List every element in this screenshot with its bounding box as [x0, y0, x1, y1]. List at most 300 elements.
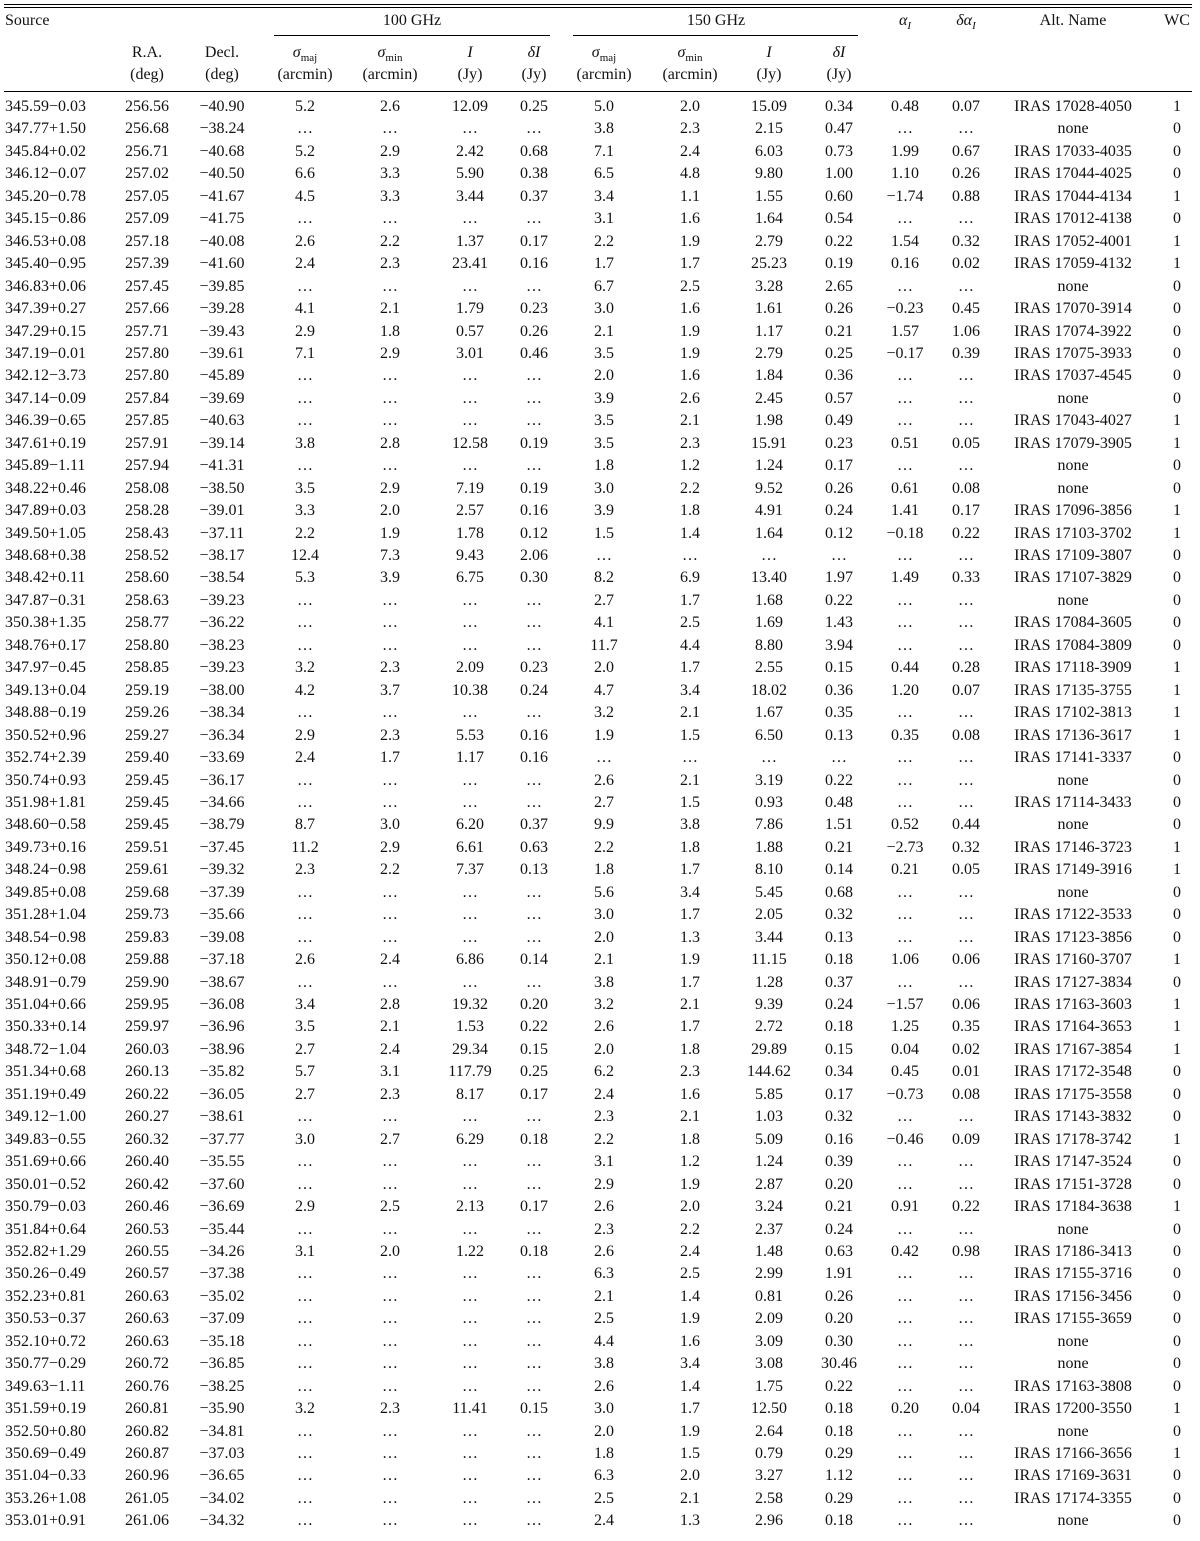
cell-flux-100: … [462, 614, 478, 632]
cell-flux-100: 5.90 [456, 165, 484, 183]
cell-source: 345.89−1.11 [5, 457, 86, 475]
cell-sigma-maj-150: 2.2 [594, 232, 614, 250]
cell-ra: 259.97 [125, 1018, 169, 1036]
cell-flux-100: 19.32 [452, 996, 488, 1013]
cell-wc: 0 [1173, 300, 1181, 318]
cell-alpha: 0.20 [891, 1400, 919, 1418]
cell-ra: 257.18 [125, 232, 169, 250]
cell-alpha: … [897, 1310, 913, 1328]
cell-dalpha: … [958, 1220, 974, 1238]
cell-dflux-100: … [526, 973, 542, 991]
header-100-sigma-maj-unit: (arcmin) [277, 66, 333, 83]
cell-flux-150: 1.67 [755, 704, 783, 722]
cell-flux-100: … [462, 1445, 478, 1462]
cell-dalpha: … [958, 771, 974, 789]
cell-dflux-150: 0.23 [825, 434, 853, 452]
cell-flux-100: … [462, 1489, 478, 1507]
cell-sigma-maj-150: 2.1 [594, 322, 614, 340]
cell-ra: 260.87 [125, 1445, 169, 1462]
cell-dflux-150: 0.73 [825, 142, 853, 160]
cell-ra: 257.80 [125, 344, 169, 362]
cell-alt-name: none [1057, 1355, 1089, 1373]
cell-flux-100: … [462, 793, 478, 811]
cell-source: 346.83+0.06 [5, 277, 87, 295]
header-150-flux-unit: (Jy) [756, 66, 782, 83]
cell-dec: −37.18 [199, 951, 245, 969]
cell-source: 350.79−0.03 [5, 1198, 87, 1216]
cell-wc: 0 [1173, 1265, 1181, 1283]
cell-sigma-maj-150: 11.7 [590, 636, 618, 654]
cell-dec: −40.08 [199, 232, 245, 250]
table-row [0, 972, 1200, 994]
cell-alt-name: IRAS 17135-3755 [1014, 681, 1132, 699]
cell-alpha: 1.20 [891, 681, 919, 699]
cell-dalpha: 0.07 [952, 681, 980, 699]
cell-dflux-150: 0.18 [825, 1018, 853, 1036]
cell-sigma-min-100: 2.9 [380, 838, 400, 856]
cell-flux-100: 29.34 [452, 1040, 488, 1058]
cell-alpha: … [897, 793, 913, 811]
cell-dflux-150: 30.46 [821, 1355, 857, 1373]
cell-sigma-min-100: … [382, 1265, 398, 1283]
table-row [0, 1241, 1200, 1263]
cell-sigma-maj-100: … [297, 1355, 313, 1373]
cell-source: 351.04+0.66 [5, 996, 87, 1013]
cell-sigma-maj-100: 2.6 [295, 951, 315, 969]
cell-dflux-100: 0.23 [520, 300, 548, 318]
cell-sigma-min-100: 2.3 [380, 1400, 400, 1418]
cell-flux-150: 3.28 [755, 277, 783, 295]
cell-flux-150: 1.24 [755, 1153, 783, 1171]
min-subscript: min [685, 52, 703, 64]
cell-sigma-maj-100: 3.4 [295, 996, 315, 1013]
cell-source: 349.12−1.00 [5, 1108, 87, 1126]
cell-sigma-maj-100: … [297, 1153, 313, 1171]
cell-sigma-maj-100: 4.2 [295, 681, 315, 699]
cell-dec: −38.79 [199, 816, 245, 834]
cell-ra: 260.63 [125, 1287, 169, 1305]
cell-dflux-150: 0.57 [825, 389, 853, 407]
cell-sigma-min-100: … [382, 389, 398, 407]
cell-wc: 1 [1173, 232, 1181, 250]
cell-dalpha: … [958, 973, 974, 991]
cell-sigma-min-150: 1.8 [680, 502, 700, 520]
cell-sigma-maj-100: … [297, 1332, 313, 1350]
table-row [0, 343, 1200, 365]
cell-dflux-100: … [526, 1220, 542, 1238]
cell-wc: 0 [1173, 1242, 1181, 1260]
table-row [0, 792, 1200, 814]
cell-sigma-maj-100: … [297, 210, 313, 228]
cell-alpha: −0.18 [886, 524, 924, 542]
cell-sigma-maj-150: 2.4 [594, 1085, 614, 1103]
cell-dflux-100: 0.17 [520, 1198, 548, 1216]
table-row [0, 1151, 1200, 1173]
cell-dec: −38.25 [199, 1377, 245, 1395]
cell-source: 349.50+1.05 [5, 524, 87, 542]
cell-dflux-100: … [526, 367, 542, 385]
table-row [0, 388, 1200, 410]
cell-dalpha: … [958, 457, 974, 475]
cell-wc: 0 [1173, 793, 1181, 811]
table-row [0, 500, 1200, 522]
cell-dec: −36.69 [199, 1198, 245, 1216]
cell-source: 350.69−0.49 [5, 1445, 87, 1462]
cell-dflux-150: 0.29 [825, 1489, 853, 1507]
cell-source: 348.60−0.58 [5, 816, 87, 834]
cell-alpha: … [897, 704, 913, 722]
cell-dflux-100: … [526, 277, 542, 295]
cell-dalpha: … [958, 1512, 974, 1530]
cell-dec: −34.66 [199, 793, 245, 811]
cell-flux-150: 12.50 [751, 1400, 787, 1418]
cell-sigma-maj-100: … [297, 1310, 313, 1328]
cell-sigma-min-100: 2.7 [380, 1130, 400, 1148]
cell-ra: 260.55 [125, 1242, 169, 1260]
cell-flux-100: 9.43 [456, 547, 484, 564]
cell-sigma-min-150: 1.6 [680, 367, 700, 385]
cell-sigma-maj-150: … [596, 547, 612, 564]
cell-wc: 0 [1173, 1153, 1181, 1171]
cell-sigma-maj-150: 3.0 [594, 479, 614, 497]
cell-flux-100: … [462, 389, 478, 407]
cell-alpha: 0.21 [891, 861, 919, 879]
cell-alt-name: IRAS 17155-3659 [1014, 1310, 1132, 1328]
cell-sigma-min-100: 2.5 [380, 1198, 400, 1216]
cell-source: 345.15−0.86 [5, 210, 87, 228]
table-row [0, 231, 1200, 253]
cell-ra: 260.27 [125, 1108, 169, 1126]
cell-sigma-min-100: … [382, 1355, 398, 1373]
cell-wc: 0 [1173, 277, 1181, 295]
cell-alt-name: IRAS 17151-3728 [1014, 1175, 1132, 1193]
cell-alpha: 0.35 [891, 726, 919, 744]
cell-source: 348.68+0.38 [5, 547, 87, 564]
cell-dec: −36.85 [199, 1355, 245, 1373]
cell-alt-name: IRAS 17178-3742 [1014, 1130, 1132, 1148]
cell-sigma-min-100: … [382, 1108, 398, 1126]
cell-alt-name: none [1057, 1422, 1089, 1440]
cell-dalpha: … [958, 1265, 974, 1283]
cell-alt-name: IRAS 17044-4134 [1014, 187, 1132, 205]
cell-alpha: 0.91 [891, 1198, 919, 1216]
cell-dflux-150: 0.12 [825, 524, 853, 542]
cell-sigma-min-150: 1.7 [680, 861, 700, 879]
cell-sigma-min-100: … [382, 591, 398, 609]
cell-sigma-maj-150: 8.2 [594, 569, 614, 587]
cell-sigma-maj-100: 3.3 [295, 502, 315, 520]
cell-sigma-min-150: 1.2 [680, 1153, 700, 1171]
cell-source: 352.82+1.29 [5, 1242, 87, 1260]
cell-dec: −40.90 [199, 98, 245, 115]
cell-ra: 260.82 [125, 1422, 169, 1440]
cell-dflux-150: 0.32 [825, 906, 853, 924]
cell-dflux-150: 0.18 [825, 1512, 853, 1530]
cell-alpha: … [897, 367, 913, 385]
cell-dec: −39.01 [199, 502, 245, 520]
header-group-100ghz: 100 GHz [382, 12, 442, 29]
cell-dflux-150: 0.14 [825, 861, 853, 879]
group-underline-150ghz [573, 35, 858, 36]
cell-sigma-min-150: 1.7 [680, 1018, 700, 1036]
cell-sigma-min-100: … [382, 704, 398, 722]
cell-alt-name: IRAS 17167-3854 [1014, 1040, 1132, 1058]
cell-flux-150: 3.44 [755, 928, 783, 946]
cell-source: 349.73+0.16 [5, 838, 87, 856]
cell-sigma-maj-150: 4.1 [594, 614, 614, 632]
sigma-symbol: σ [292, 44, 301, 61]
cell-sigma-min-100: 7.3 [380, 547, 400, 564]
cell-sigma-min-150: 3.8 [680, 816, 700, 834]
cell-sigma-min-150: 1.9 [680, 232, 700, 250]
cell-flux-150: 3.09 [755, 1332, 783, 1350]
cell-source: 350.33+0.14 [5, 1018, 87, 1036]
cell-dflux-100: 0.14 [520, 951, 548, 969]
cell-alpha: … [897, 1175, 913, 1193]
cell-flux-150: 1.24 [755, 457, 783, 475]
cell-dflux-150: 0.22 [825, 771, 853, 789]
cell-dflux-150: 0.60 [825, 187, 853, 205]
cell-dflux-150: 0.35 [825, 704, 853, 722]
cell-wc: 0 [1173, 771, 1181, 789]
cell-sigma-maj-150: 2.4 [594, 1512, 614, 1530]
cell-dflux-100: … [526, 591, 542, 609]
cell-dalpha: 0.08 [952, 479, 980, 497]
cell-dflux-100: 0.37 [520, 187, 548, 205]
cell-alt-name: IRAS 17143-3832 [1014, 1108, 1132, 1126]
cell-alpha: … [897, 1445, 913, 1462]
cell-dflux-150: 3.94 [825, 636, 853, 654]
cell-dflux-100: … [526, 1512, 542, 1530]
table-row [0, 276, 1200, 298]
cell-flux-100: 3.01 [456, 344, 484, 362]
flux-symbol: I [467, 44, 473, 61]
header-100-sigma-maj [293, 43, 317, 64]
cell-dec: −37.39 [199, 883, 245, 901]
cell-sigma-min-100: 2.8 [380, 434, 400, 452]
cell-flux-100: 6.75 [456, 569, 484, 587]
cell-wc: 1 [1173, 726, 1181, 744]
cell-sigma-maj-150: 1.8 [594, 861, 614, 879]
header-dalpha [956, 11, 976, 32]
cell-sigma-maj-150: 2.5 [594, 1310, 614, 1328]
cell-alpha: … [897, 1265, 913, 1283]
cell-alt-name: IRAS 17096-3856 [1014, 502, 1132, 520]
cell-sigma-maj-150: 3.8 [594, 973, 614, 991]
cell-sigma-maj-150: 6.7 [594, 277, 614, 295]
cell-alt-name: none [1057, 1512, 1089, 1530]
cell-flux-150: 1.69 [755, 614, 783, 632]
cell-source: 347.29+0.15 [5, 322, 87, 340]
cell-sigma-min-150: 2.1 [680, 771, 700, 789]
cell-dflux-150: 0.49 [825, 412, 853, 430]
cell-wc: 0 [1173, 614, 1181, 632]
cell-ra: 258.52 [125, 547, 169, 564]
table-row [0, 410, 1200, 432]
cell-sigma-min-150: 1.7 [680, 973, 700, 991]
cell-alpha: … [897, 1332, 913, 1350]
cell-dflux-100: 0.16 [520, 726, 548, 744]
cell-dflux-150: 1.00 [825, 165, 853, 183]
cell-flux-100: 2.09 [456, 659, 484, 677]
cell-flux-150: 9.52 [755, 479, 783, 497]
cell-source: 348.88−0.19 [5, 704, 87, 722]
cell-alpha: −2.73 [886, 838, 924, 856]
cell-dec: −41.75 [199, 210, 245, 228]
cell-alpha: … [897, 614, 913, 632]
cell-flux-100: … [462, 1108, 478, 1126]
cell-dec: −38.96 [199, 1040, 245, 1058]
header-alpha [899, 11, 911, 32]
cell-dalpha: 0.02 [952, 255, 980, 273]
cell-dalpha: 0.06 [952, 996, 980, 1013]
cell-dflux-150: 0.17 [825, 457, 853, 475]
cell-wc: 1 [1173, 704, 1181, 722]
cell-sigma-min-150: 1.9 [680, 1175, 700, 1193]
cell-alpha: … [897, 1467, 913, 1485]
table-row [0, 1129, 1200, 1151]
cell-ra: 257.66 [125, 300, 169, 318]
cell-flux-150: 3.08 [755, 1355, 783, 1373]
cell-wc: 1 [1173, 681, 1181, 699]
cell-flux-150: 1.17 [755, 322, 783, 340]
cell-dflux-100: 0.24 [520, 681, 548, 699]
cell-dec: −36.34 [199, 726, 245, 744]
cell-ra: 259.73 [125, 906, 169, 924]
cell-sigma-min-150: 1.8 [680, 838, 700, 856]
cell-flux-150: 1.68 [755, 591, 783, 609]
cell-dflux-100: … [526, 412, 542, 430]
cell-source: 353.01+0.91 [5, 1512, 87, 1530]
cell-dflux-100: … [526, 1377, 542, 1395]
table-row [0, 365, 1200, 387]
cell-dflux-100: 0.25 [520, 1063, 548, 1081]
cell-flux-150: 5.09 [755, 1130, 783, 1148]
cell-dflux-100: 0.22 [520, 1018, 548, 1036]
cell-sigma-maj-100: 3.2 [295, 1400, 315, 1418]
cell-source: 347.77+1.50 [5, 120, 87, 138]
cell-sigma-maj-100: … [297, 1220, 313, 1238]
table-row [0, 1376, 1200, 1398]
cell-dec: −35.90 [199, 1400, 245, 1418]
cell-alt-name: IRAS 17149-3916 [1014, 861, 1132, 879]
cell-sigma-maj-150: 3.5 [594, 434, 614, 452]
cell-ra: 260.22 [125, 1085, 169, 1103]
cell-dflux-150: 0.20 [825, 1175, 853, 1193]
min-subscript: min [385, 52, 403, 64]
cell-sigma-min-100: … [382, 973, 398, 991]
table-row [0, 1196, 1200, 1218]
cell-dalpha: … [958, 749, 974, 767]
cell-alt-name: IRAS 17044-4025 [1014, 165, 1132, 183]
cell-alt-name: IRAS 17155-3716 [1014, 1265, 1132, 1283]
cell-sigma-maj-150: 2.6 [594, 1198, 614, 1216]
maj-subscript: maj [599, 52, 617, 64]
cell-alt-name: IRAS 17186-3413 [1014, 1242, 1132, 1260]
cell-wc: 1 [1173, 1130, 1181, 1148]
cell-alpha: … [897, 749, 913, 767]
cell-flux-100: 6.86 [456, 951, 484, 969]
cell-sigma-min-100: 2.0 [380, 1242, 400, 1260]
cell-dflux-150: 0.13 [825, 928, 853, 946]
cell-sigma-maj-150: 3.5 [594, 344, 614, 362]
cell-dalpha: … [958, 277, 974, 295]
cell-alt-name: IRAS 17166-3656 [1014, 1445, 1132, 1462]
cell-sigma-maj-150: 3.1 [594, 210, 614, 228]
cell-dalpha: 0.67 [952, 142, 980, 160]
top-rule [4, 4, 1192, 5]
cell-dec: −38.23 [199, 636, 245, 654]
cell-ra: 256.56 [125, 98, 169, 115]
cell-ra: 258.80 [125, 636, 169, 654]
cell-source: 351.28+1.04 [5, 906, 87, 924]
cell-dalpha: … [958, 1445, 974, 1462]
cell-flux-100: … [462, 704, 478, 722]
cell-dflux-150: 0.68 [825, 883, 853, 901]
cell-flux-100: 23.41 [452, 255, 488, 273]
cell-dalpha: … [958, 591, 974, 609]
cell-dflux-100: 0.25 [520, 98, 548, 115]
cell-sigma-min-150: 1.3 [680, 1512, 700, 1530]
cell-sigma-maj-100: … [297, 1108, 313, 1126]
cell-dec: −39.23 [199, 591, 245, 609]
cell-dflux-100: … [526, 1422, 542, 1440]
cell-dflux-100: 0.19 [520, 479, 548, 497]
cell-source: 348.72−1.04 [5, 1040, 87, 1058]
header-100-sigma-min-unit: (arcmin) [362, 66, 418, 83]
cell-flux-150: 1.48 [755, 1242, 783, 1260]
cell-source: 348.91−0.79 [5, 973, 87, 991]
cell-dalpha: 0.05 [952, 861, 980, 879]
header-100-sigma-min [377, 43, 402, 64]
cell-sigma-maj-150: 5.6 [594, 883, 614, 901]
cell-alpha: … [897, 591, 913, 609]
cell-sigma-min-150: 2.2 [680, 1220, 700, 1238]
cell-sigma-maj-150: 2.0 [594, 1040, 614, 1058]
cell-sigma-min-100: … [382, 614, 398, 632]
cell-flux-150: 1.84 [755, 367, 783, 385]
cell-dec: −38.61 [199, 1108, 245, 1126]
cell-alpha: 1.10 [891, 165, 919, 183]
cell-sigma-min-150: 1.4 [680, 524, 700, 542]
cell-sigma-min-100: 2.2 [380, 861, 400, 879]
cell-flux-150: 0.93 [755, 793, 783, 811]
cell-alpha: 0.48 [891, 98, 919, 115]
cell-sigma-min-100: … [382, 120, 398, 138]
cell-alt-name: IRAS 17156-3456 [1014, 1287, 1132, 1305]
cell-sigma-min-150: 1.9 [680, 951, 700, 969]
table-row [0, 1286, 1200, 1308]
cell-alt-name: IRAS 17146-3723 [1014, 838, 1132, 856]
cell-alpha: … [897, 636, 913, 654]
cell-dflux-150: 0.63 [825, 1242, 853, 1260]
cell-sigma-min-150: 1.6 [680, 300, 700, 318]
cell-sigma-min-100: 2.2 [380, 232, 400, 250]
cell-flux-150: 2.99 [755, 1265, 783, 1283]
cell-dalpha: … [958, 1153, 974, 1171]
cell-ra: 257.80 [125, 367, 169, 385]
cell-source: 348.76+0.17 [5, 636, 87, 654]
cell-flux-150: 9.80 [755, 165, 783, 183]
cell-flux-100: … [462, 367, 478, 385]
cell-sigma-min-150: 2.1 [680, 996, 700, 1013]
cell-sigma-min-100: 2.4 [380, 1040, 400, 1058]
cell-sigma-maj-150: 2.3 [594, 1220, 614, 1238]
cell-dflux-150: 0.26 [825, 479, 853, 497]
cell-dec: −39.61 [199, 344, 245, 362]
cell-dalpha: 0.45 [952, 300, 980, 318]
cell-dflux-150: 0.22 [825, 1377, 853, 1395]
